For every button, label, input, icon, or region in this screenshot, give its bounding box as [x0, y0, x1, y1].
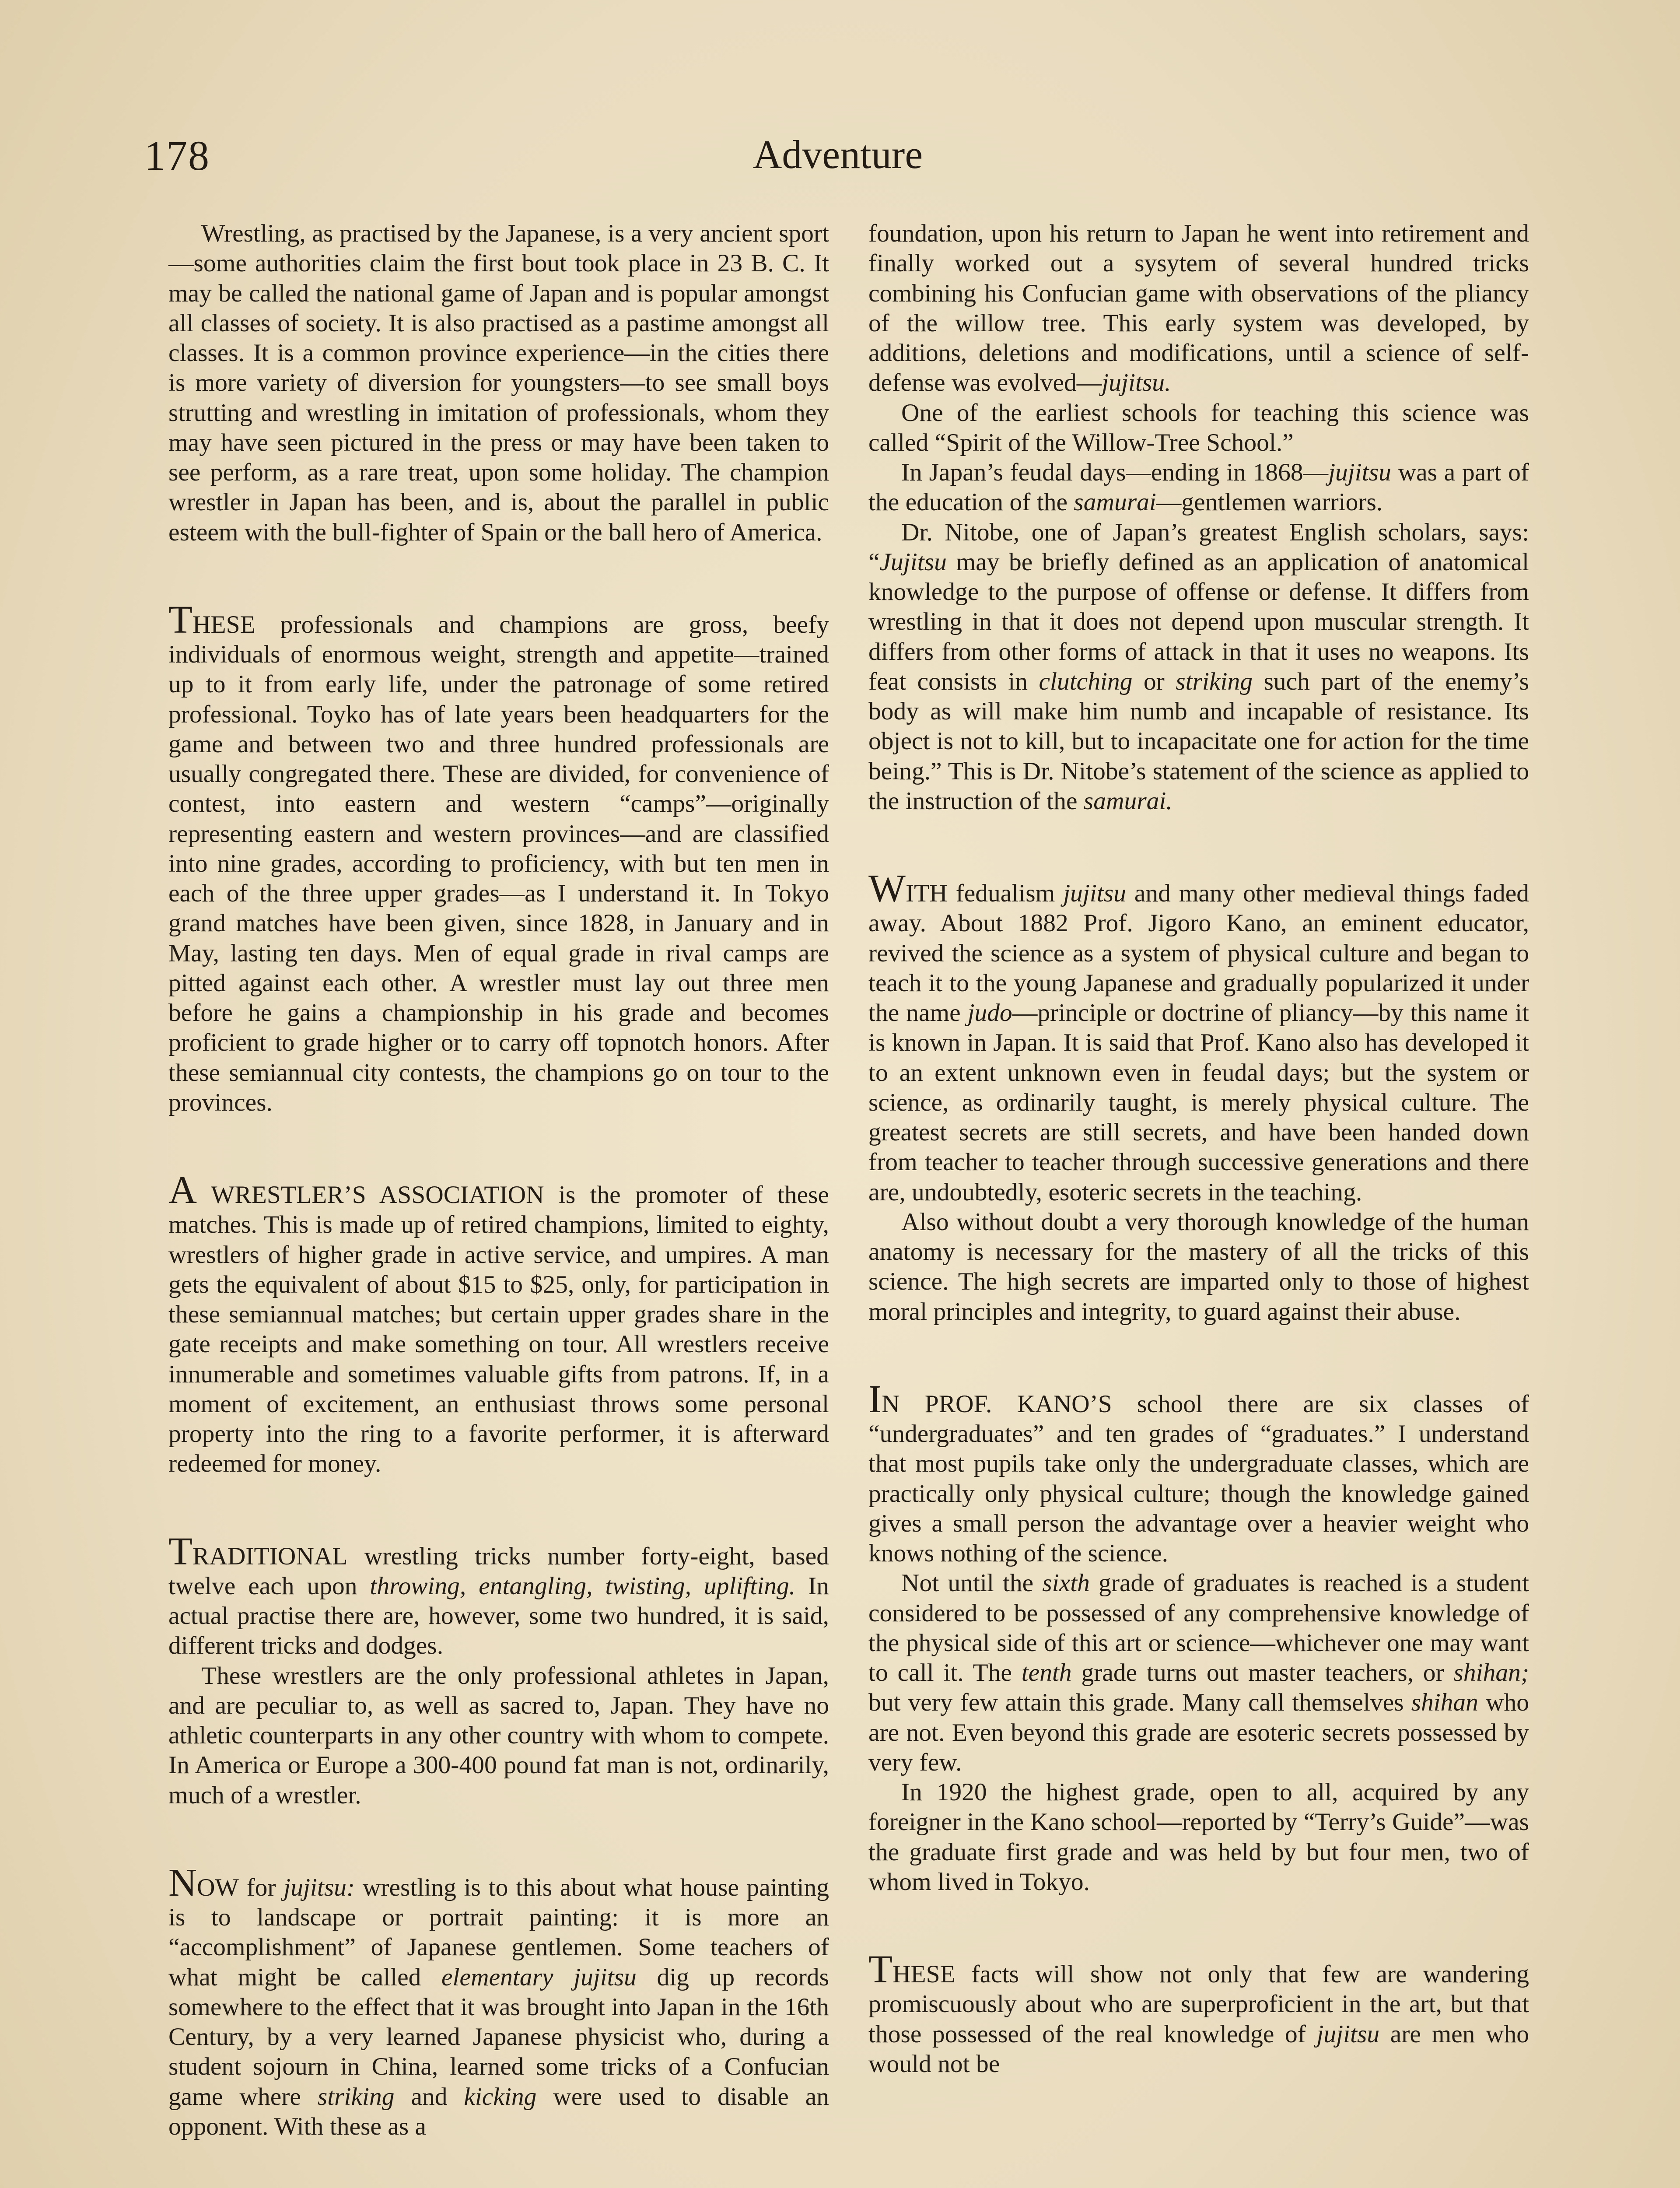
italic-run: jujitsu: [284, 1873, 355, 1901]
initial-letter: N [168, 1861, 197, 1904]
initial-letter: I [868, 1377, 882, 1421]
italic-run: jujitsu [1063, 880, 1126, 907]
lead-word: HESE [192, 610, 256, 638]
text-run: —gentlemen warriors. [1156, 488, 1383, 516]
paragraph: Also without doubt a very thorough knowledge of the human anatomy is necessary for the mastery of all the tricks of this science. The high secrets are imparted only to those of highest moral principles and integrity, to guard against their abuse. [868, 1208, 1529, 1325]
text-run: wrestling tricks number forty-eight, based twelve each upon [168, 1542, 829, 1600]
paragraph [168, 1529, 829, 1661]
italic-run: Jujitsu [879, 548, 947, 576]
page-number: 178 [144, 132, 210, 179]
text-run: dig up records somewhere to the effect that it was brought into Japan in the 16th Century, by a very learned Japanese physicist who, during a student sojourn in China, learned some tricks of a Confucian game where [168, 1963, 829, 2111]
paragraph [868, 219, 1529, 398]
initial-letter: T [168, 1529, 192, 1573]
magazine-title: Adventure [752, 132, 923, 177]
italic-run: shihan [1411, 1689, 1478, 1717]
text-run: such part of the enemy’s body as will make him numb and incapable of resistance. Its object is not to kill, but to incapacitate one for action for the time being.” This is Dr. Nitobe’s statement of the science as applied to the instruction of the [868, 667, 1529, 815]
text-run: and many other medieval things faded away. About 1882 Prof. Jigoro Kano, an eminent educator, revived the science as a system of physical culture and began to teach it to the young Japanese and gradually popularized it under the name [868, 880, 1530, 1027]
initial-letter: W [868, 867, 906, 910]
text-run: for [238, 1873, 284, 1901]
text-run: may be briefly defined as an application of anatomical knowledge to the purpose of offense or defense. It differs from wrestling in that it does not depend upon muscular strength. It differs from other forms of attack in that it uses no weapons. Its feat consists in [868, 548, 1529, 695]
lead-word: HESE [892, 1960, 956, 1988]
text-run: but very few attain this grade. Many call themselves [868, 1689, 1411, 1717]
text-run: professionals and champions are gross, beefy individuals of enormous weight, strength and appetite—trained up to it from early life, under the patronage of some retired professional. Toyko has of late years been headquarters for the game and between two and three hundred professionals are usually congregated there. These are divided, for convenience of contest, into eastern and western “camps”—originally representing eastern and western provinces—and are classified into nine grades, according to proficiency, with but ten men in each of the three upper grades—as I understand it. In Tokyo grand matches have been given, since 1828, in January and in May, lasting ten days. Men of equal grade in rival camps are pitted against each other. A wrestler must lay out three men before he gains a championship in his grade and becomes proficient to grade higher or to carry off topnotch honors. After these semiannual city contests, the champions go on tour to the provinces. [168, 610, 829, 1116]
text-run: In actual practise there are, however, some two hundred, it is said, different tricks and dodges. [168, 1572, 829, 1660]
italic-run: tenth [1021, 1659, 1072, 1687]
text-run: Not until the [901, 1569, 1043, 1597]
text-run: Dr. Nitobe, one of Japan’s greatest English scholars, says: “ [868, 518, 1529, 576]
lead-word: ITH [905, 880, 948, 907]
italic-run: striking [1176, 667, 1253, 695]
paragraph [168, 598, 829, 1118]
italic-run: sixth [1042, 1569, 1090, 1597]
paragraph: These wrestlers are the only professional athletes in Japan, and are peculiar to, as well as sacred to, Japan. They have no athletic counterparts in any other country with whom to compete. In America or Europe a 300-400 pound fat man is not, ordinarily, much of a wrestler. [168, 1662, 829, 1809]
lead-word: WRESTLER’S ASSOCIATION [197, 1181, 544, 1209]
paragraph [868, 867, 1530, 1207]
italic-run: samurai. [1083, 787, 1172, 815]
italic-run: jujitsu. [1102, 369, 1171, 397]
paragraph [868, 1377, 1529, 1569]
paragraph [868, 1568, 1529, 1778]
italic-run: judo [967, 999, 1012, 1027]
text-run: and [394, 2083, 464, 2111]
text-run: school there are six classes of “undergraduates” and ten grades of “graduates.” I understand that most pupils take only the undergraduate classes, which are practically only physical culture; though the knowledge gained gives a small person the advantage over a heavier weight who knows nothing of the science. [868, 1390, 1529, 1567]
paragraph [168, 1861, 830, 2142]
text-run: foundation, upon his return to Japan he went into retirement and finally worked out a sysytem of several hundred tricks combining his Confucian game with observations of the pliancy of the willow tree. This early system was developed, by additions, deletions and modifications, until a science of self-defense was evolved— [868, 220, 1529, 397]
text-run: who are not. Even beyond this grade are esoteric secrets possessed by very few. [868, 1689, 1529, 1776]
text-run: grade turns out master teachers, or [1071, 1659, 1454, 1687]
left-column [168, 219, 829, 2188]
text-run: In Japan’s feudal days—ending in 1868— [901, 459, 1329, 486]
initial-letter: T [168, 598, 192, 642]
italic-run: jujitsu [1316, 2020, 1380, 2048]
initial-letter: A [168, 1168, 197, 1212]
italic-run: throwing, entangling, twisting, uplifting. [370, 1572, 796, 1600]
page-header [144, 118, 1531, 188]
article-body [168, 219, 1529, 2188]
initial-letter: T [868, 1948, 892, 1991]
text-run: grade of graduates is reached is a student considered to be possessed of any comprehensive knowledge of the physical side of this art or science—whichever one may want to call it. The [868, 1569, 1529, 1687]
lead-word: RADITIONAL [192, 1542, 348, 1570]
text-run: fedualism [947, 880, 1064, 907]
paragraph: One of the earliest schools for teaching this science was called “Spirit of the Willow-Tree School.” [868, 399, 1529, 456]
italic-run: shihan; [1453, 1659, 1529, 1687]
italic-run: kicking [464, 2083, 537, 2111]
paragraph [868, 458, 1529, 518]
italic-run: clutching [1039, 667, 1133, 695]
italic-run: elementary jujitsu [441, 1963, 637, 1991]
italic-run: jujitsu [1328, 459, 1391, 486]
lead-word: OW [197, 1873, 239, 1901]
italic-run: samurai [1074, 488, 1156, 516]
paragraph [868, 1948, 1529, 2079]
text-run: or [1132, 667, 1176, 695]
text-run: is the promoter of these matches. This is made up of retired champions, limited to eighty, wrestlers of higher grade in active service, and umpires. A man gets the equivalent of about $15 to $25, only, for participation in these semiannual matches; but certain upper grades share in the gate receipts and make something on tour. All wrestlers receive innumerable and sometimes valuable gifts from patrons. If, in a moment of excitement, an enthusiast throws some personal property into the ring to a favorite performer, it is afterward redeemed for money. [168, 1181, 829, 1478]
paragraph [868, 518, 1529, 817]
text-run: —principle or doctrine of pliancy—by this name it is known in Japan. It is said that Prof. Kano also has developed it to an extent unknown even in feudal days; but the system or science, as ordinarily taught, is merely physical culture. The greatest secrets are still secrets, and have been handed down from teacher to teacher through successive generations and there are, undoubtedly, esoteric secrets in the teaching. [868, 999, 1529, 1206]
paragraph: In 1920 the highest grade, open to all, acquired by any foreigner in the Kano school—reported by “Terry’s Guide”—was the graduate first grade and was held by but four men, two of whom lived in Tokyo. [868, 1778, 1529, 1896]
text-run: were used to disable an opponent. With these as a [168, 2083, 830, 2140]
text-run: facts will show not only that few are wandering promiscuously about who are superproficient in the art, but that those possessed of the real knowledge of [868, 1960, 1529, 2048]
paragraph: Wrestling, as practised by the Japanese, is a very ancient sport—some authorities claim the first bout took place in 23 B. C. It may be called the national game of Japan and is popular amongst all classes of society. It is also practised as a pastime amongst all classes. It is a common province experience—in the cities there is more variety of diversion for youngsters—to see small boys strutting and wrestling in imitation of professionals, whom they may have seen pictured in the press or may have been taken to see perform, as a rare treat, upon some holiday. The champion wrestler in Japan has been, and is, about the parallel in public esteem with the bull-fighter of Spain or the ball hero of America. [168, 220, 829, 546]
paragraph [168, 1168, 829, 1479]
text-run: was a part of the education of the [868, 459, 1529, 516]
italic-run: striking [317, 2083, 395, 2111]
text-run: are men who would not be [868, 2020, 1529, 2078]
right-column [868, 219, 1529, 2188]
lead-word: N PROF. KANO’S [881, 1390, 1112, 1418]
text-run: wrestling is to this about what house painting is to landscape or portrait painting: it is more an “accomplishment” of Japanese gentlemen. Some teachers of what might be called [168, 1873, 829, 1991]
